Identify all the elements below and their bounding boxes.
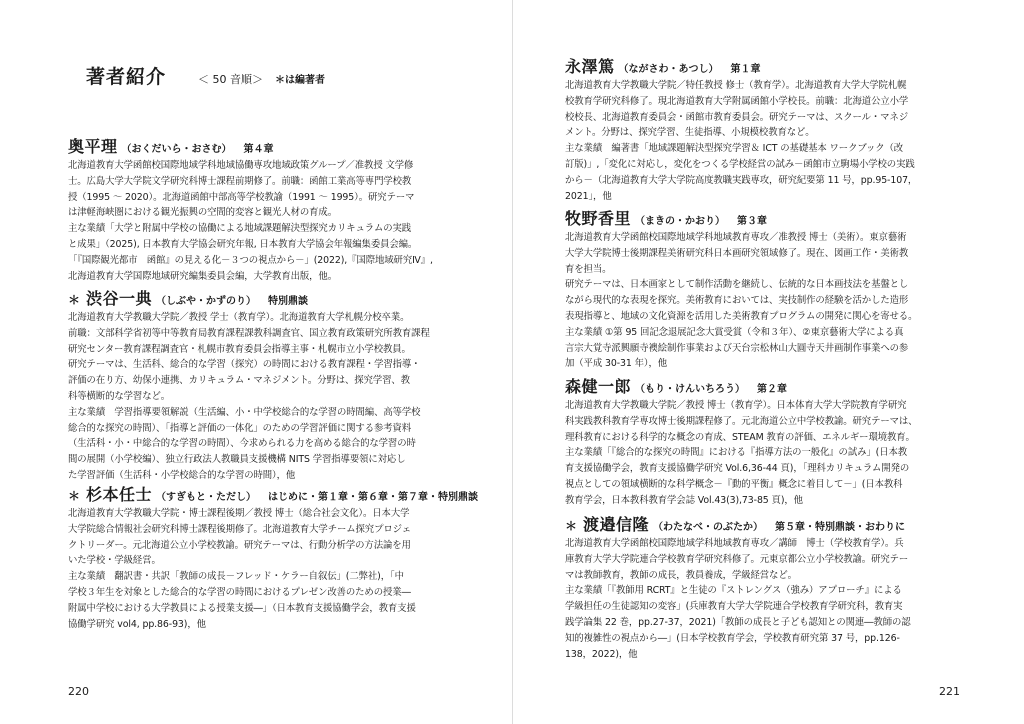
bio-line: 主な業績 ①第 95 回記念退展記念大賞受賞（令和３年）、②東京藝術大学による真 <box>565 326 904 338</box>
section-heading <box>86 62 325 89</box>
author-bio <box>68 158 478 284</box>
page-number: 221 <box>939 685 960 698</box>
author-bio <box>565 78 975 204</box>
bio-line: 間の展開（小学校編）、独立行政法人教職員支援機構 NITS 学習指導要領に対応し <box>68 454 406 466</box>
bio-line: 教育学会，日本教科教育学会誌 Vol.43(3),73-85 頁)，他 <box>565 494 803 506</box>
bio-line: 学校３年生を対象とした総合的な学習の時間におけるプレゼン改善のための授業― <box>68 586 411 598</box>
bio-line: 北海道教育大学函館校国際地域学科地域教育専攻／講師 博士（学校教育学）。兵 <box>565 538 904 549</box>
bio-line: 校校長、北海道教育委員会・函館市教育委員会。研究テーマは、スクール・マネジ <box>565 111 908 123</box>
author-reading: （しぶや・かずのり） <box>156 296 257 307</box>
author-bio <box>565 230 975 372</box>
bio-line: 北海道教育大学教職大学院／特任教授 修士（教育学）。北海道教育大学大学院札幌 <box>565 80 907 91</box>
bio-line: 北海道教育大学教職大学院・博士課程後期／教授 博士（総合社会文化）。日本大学 <box>68 508 410 519</box>
bio-line: 育支援協働学会，教育支援協働学研究 Vol.6,36-44 頁)，「理科カリキュラム開発の <box>565 463 910 475</box>
author-name-line <box>565 374 975 398</box>
author-reading: （もり・けんいちろう） <box>635 384 746 395</box>
author-chapters: 特別鼎談 <box>268 296 309 307</box>
bio-line: 育を担当。 <box>565 263 612 275</box>
bio-line: 士。広島大学大学院文学研究科博士課程前期修了。前職：函館工業高等専門学校教 <box>68 175 412 187</box>
right-page <box>513 0 1024 724</box>
bio-line: 大学院総合情報社会研究科博士課程後期修了。北海道教育大学チーム探究プロジェ <box>68 523 411 535</box>
bio-line: （生活科・小・中総合的な学習の時間）、今求められる力を高める総合的な学習の時 <box>68 438 416 450</box>
author-name: 渡邉信隆 <box>583 515 650 534</box>
author-entry <box>565 374 975 509</box>
bio-line: 主な業績 編著書「地域課題解決型探究学習＆ ICT の基礎基本 ワークブック（改 <box>565 143 904 155</box>
author-bio <box>565 398 975 509</box>
bio-line: 2021」，他 <box>565 190 612 202</box>
editor-mark: ＊ <box>565 519 578 533</box>
author-reading: （すぎもと・ただし） <box>156 492 257 503</box>
author-name: 牧野香里 <box>565 209 632 228</box>
author-name-line <box>565 206 975 230</box>
bio-line: 大学大学院博士後期課程美術研究科日本画研究領域修了。現在、図画工作・美術教 <box>565 247 909 259</box>
author-name: 森健一郎 <box>565 377 632 396</box>
bio-line: クトリーダー。元北海道公立小学校教諭。研究テーマは、行動分析学の方法論を用 <box>68 539 411 551</box>
bio-line: 主な業績 翻訳書・共訳「教師の成長－フレッド・ケラー自叙伝」(二弊社)，「中 <box>68 571 404 583</box>
section-title: 著者紹介 <box>86 66 167 88</box>
bio-line: 科等横断的な学習など。 <box>68 390 171 402</box>
author-chapters: 第２章 <box>757 384 788 395</box>
author-bio <box>68 506 478 632</box>
bio-line: 学級担任の生徒認知の変容」(兵庫教育大学大学院連合学校教育学研究科，教育実 <box>565 601 903 613</box>
author-name: 奥平理 <box>68 137 118 156</box>
bio-line: 研究テーマは、日本画家として制作活動を継続し、伝統的な日本画技法を基盤とし <box>565 279 909 291</box>
author-name: 渋谷一典 <box>86 289 153 308</box>
bio-line: 総合的な探究の時間）、「指導と評価の一体化」のための学習評価に関する参考資料 <box>68 422 412 434</box>
author-chapters: はじめに・第１章・第６章・第７章・特別鼎談 <box>268 492 479 503</box>
bio-line: 北海道教育大学教職大学院／教授 博士（教育学）。日本体育大学大学院教育学研究 <box>565 400 907 411</box>
bio-line: 言宗大覚寺派興願寺襖絵制作事業および天台宗松林山大圓寺天井画制作事業への参 <box>565 342 909 354</box>
bio-line: 138，2022)，他 <box>565 648 638 660</box>
bio-line: 加（平成 30-31 年），他 <box>565 358 668 370</box>
bio-line: 理科教育における科学的な概念の育成、STEAM 教育の評価、エネルギー環境教育。 <box>565 431 915 443</box>
bio-line: いた学校・学級経営。 <box>68 555 161 567</box>
author-name-line <box>68 482 478 506</box>
author-reading: （ながさわ・あつし） <box>618 64 719 75</box>
bio-line: 校教育学研究科修了。現北海道教育大学附属函館小学校長。前職：北海道公立小学 <box>565 95 909 107</box>
bio-line: た学習評価（生活科・小学校総合的な学習の時間），他 <box>68 469 296 481</box>
author-entry <box>68 286 478 484</box>
author-entry <box>565 54 975 204</box>
author-chapters: 第１章 <box>730 64 761 75</box>
editor-mark: ＊ <box>68 489 81 503</box>
bio-line: 践学論集 22 巻，pp.27-37，2021)「教師の成長と子ども認知との関連―教師の認 <box>565 616 911 628</box>
bio-line: 北海道教育大学函館校国際地域学科地域教育専攻／准教授 博士（美術）。東京藝術 <box>565 232 907 243</box>
author-bio <box>565 536 975 662</box>
bio-line: から－（北海道教育大学大学院高度教職実践専攻，研究紀要第 11 号，pp.95-107， <box>565 174 918 186</box>
author-entry <box>565 512 975 662</box>
author-name: 永澤篤 <box>565 57 615 76</box>
author-chapters: 第４章 <box>243 144 274 155</box>
bio-line: 知的複雑性の視点から―」(日本学校教育学会，学校教育研究第 37 号，pp.126- <box>565 632 900 644</box>
bio-line: ながら現代的な表現を探究。美術教育においては、実技制作の経験を活かした造形 <box>565 295 909 307</box>
bio-line: 「『国際観光都市 函館』の見える化－３つの視点から－」(2022),『国際地域研究Ⅳ』, <box>68 254 433 266</box>
bio-line: 科実践教科教育学専攻博士後期課程修了。元北海道公立中学校教諭。研究テーマは、 <box>565 415 918 427</box>
author-reading: （おくだいら・おさむ） <box>121 144 232 155</box>
editor-note: ＊は編著者 <box>275 75 326 86</box>
bio-line: マは教師教育，教師の成長，教員養成，学級経営など。 <box>565 569 797 581</box>
author-bio <box>68 310 478 484</box>
bio-line: 研究テーマは、生活科、総合的な学習（探究）の時間における教育課程・学習指導・ <box>68 359 421 371</box>
bio-line: 協働学研究 vol4, pp.86-93)，他 <box>68 618 206 630</box>
bio-line: 主な業績「大学と附属中学校の協働による地域課題解決型探究カリキュラムの実践 <box>68 223 412 235</box>
bio-line: 主な業績 学習指導要領解説（生活編、小・中学校総合的な学習の時間編、高等学校 <box>68 406 421 418</box>
bio-line: は津軽海峡圏における観光振興の空間的変容と観光人材の育成。 <box>68 207 337 219</box>
bio-line: 北海道教育大学函館校国際地域学科地域協働専攻地域政策グループ／准教授 文学修 <box>68 160 414 171</box>
editor-mark: ＊ <box>68 293 81 307</box>
bio-line: 授（1995 ～ 2020）。北海道函館中部高等学校教諭（1991 ～ 1995）。研究テーマ <box>68 191 415 203</box>
bio-line: 視点としての領域横断的な科学概念－『動的平衡』概念に着目して－」(日本教科 <box>565 478 903 490</box>
bio-line: 北海道教育大学教職大学院／教授 学士（教育学）。北海道教育大学札幌分校卒業。 <box>68 312 410 323</box>
author-reading: （まきの・かおり） <box>635 216 726 227</box>
bio-line: 評価の在り方、幼保小連携、カリキュラム・マネジメント。分野は、探究学習、教 <box>68 375 410 387</box>
author-name-line <box>565 54 975 78</box>
bio-line: 主な業績「『総合的な探究の時間』における『指導方法の一般化』の試み」(日本教 <box>565 447 908 459</box>
author-entry <box>565 206 975 372</box>
bio-line: 研究センター教育課程調査官・札幌市教育委員会指導主事・札幌市立小学校教員。 <box>68 343 411 355</box>
page-number: 220 <box>68 685 89 698</box>
author-name: 杉本任士 <box>86 485 153 504</box>
bio-line: 訂版)」,「変化に対応し，変化をつくる学校経営の試み－函館市立駒場小学校の実践 <box>565 158 915 170</box>
bio-line: と成果」（2025), 日本教育大学協会研究年報, 日本教育大学協会年報編集委員会編。 <box>68 238 418 250</box>
author-name-line <box>68 286 478 310</box>
bio-line: 表現指導と、地域の文化資源を活用した美術教育プログラムの開発に関心を寄せる。 <box>565 310 918 322</box>
author-name-line <box>565 512 975 536</box>
author-chapters: 第３章 <box>737 216 768 227</box>
bio-line: 庫教育大学大学院連合学校教育学研究科修了。元東京都公立小学校教諭。研究テー <box>565 553 909 565</box>
author-reading: （わたなべ・のぶたか） <box>653 522 764 533</box>
author-entry <box>68 482 478 632</box>
author-entry <box>68 134 478 284</box>
order-note: ＜ 50 音順＞ <box>198 73 264 86</box>
author-name-line <box>68 134 478 158</box>
author-chapters: 第５章・特別鼎談・おわりに <box>775 522 906 533</box>
bio-line: 北海道教育大学国際地域研究編集委員会編，大学教育出版，他。 <box>68 270 337 282</box>
bio-line: 附属中学校における大学教員による授業支援―」（日本教育支援協働学会，教育支援 <box>68 602 416 614</box>
bio-line: メント。分野は、探究学習、生徒指導、小規模校教育など。 <box>565 127 815 139</box>
bio-line: 主な業績「『教師用 RCRT』と生徒の『ストレングス（強み）アプローチ』による <box>565 585 902 597</box>
bio-line: 前職：文部科学省初等中等教育局教育課程課教科調査官、国立教育政策研究所教育課程 <box>68 327 430 339</box>
